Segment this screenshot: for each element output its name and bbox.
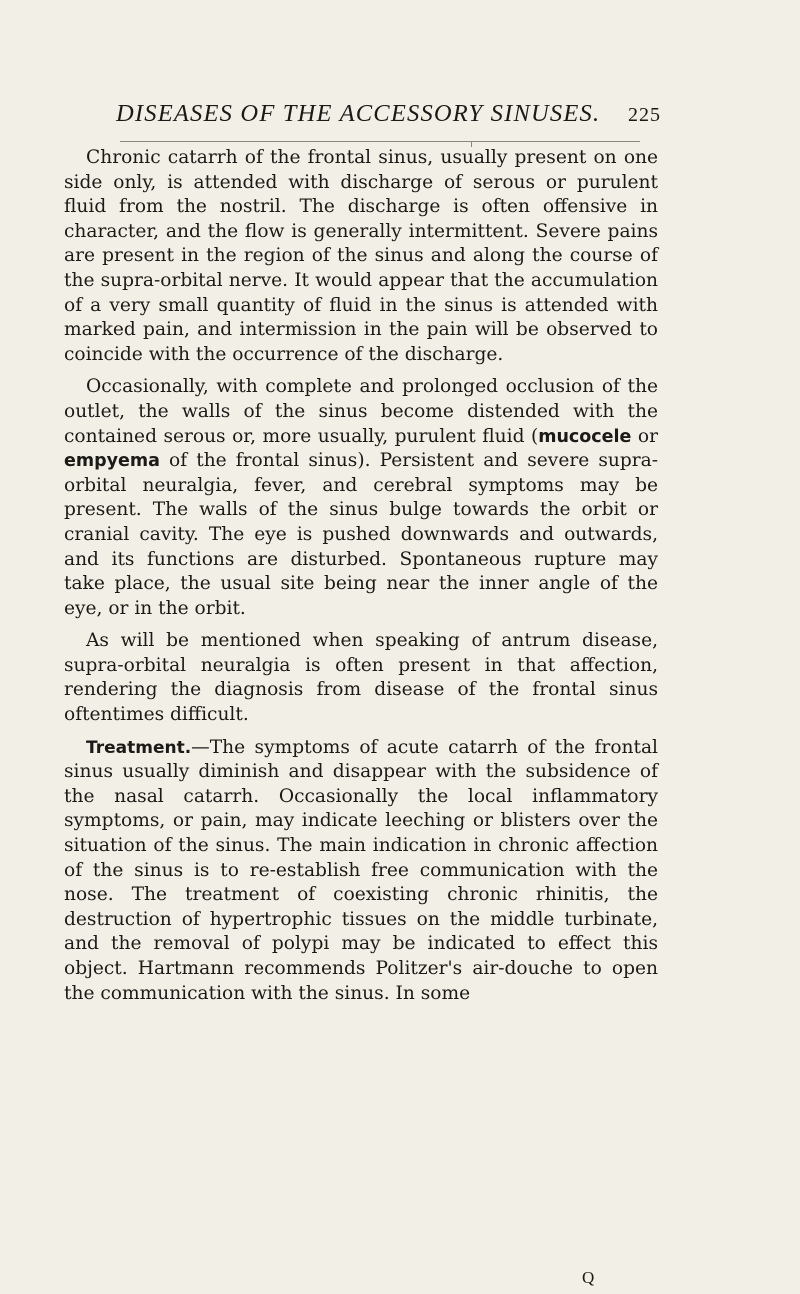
running-head: DISEASES OF THE ACCESSORY SINUSES. xyxy=(116,100,601,127)
paragraph-occlusion-text-2: of the frontal sinus). Persistent and severe supra-orbital neuralgia, fever, and cerebral symptoms may be present. The walls of the sinus bulge towards the orbit or cranial cavity. The eye is pushed downwards and outwards, and its functions are disturbed. Spontaneous rupture may take place, the usual site being near the inner angle of the eye, or in the orbit. xyxy=(64,450,658,619)
paragraph-occlusion-or: or xyxy=(631,425,658,447)
term-mucocele: mucocele xyxy=(538,426,632,447)
paragraph-treatment xyxy=(64,736,658,1007)
term-empyema: empyema xyxy=(64,451,160,472)
header-rule xyxy=(120,141,640,142)
paragraph-occlusion-text-1: Occasionally, with complete and prolonged occlusion of the outlet, the walls of the sinus become distended with the contained serous or, more usually, purulent fluid ( xyxy=(64,376,658,447)
treatment-heading: Treatment. xyxy=(86,737,192,758)
paragraph-treatment-text: —The symptoms of acute catarrh of the frontal sinus usually diminish and disappear with the subsidence of the nasal catarrh. Occasionally the local inflammatory symptoms, or pain, may indicate leeching or blisters over the situation of the sinus. The main indication in chronic affection of the sinus is to re-establish free communication with the nose. The treatment of coexisting chronic rhinitis, the destruction of hypertrophic tissues on the middle turbinate, and the removal of polypi may be indicated to effect this object. Hartmann recommends Politzer's air-douche to open the communication with the sinus. In some xyxy=(64,736,658,1004)
paragraph-chronic-catarrh: Chronic catarrh of the frontal sinus, usually present on one side only, is attended with discharge of serous or purulent fluid from the nostril. The discharge is often offensive in character, and the flow is generally intermittent. Severe pains are present in the region of the sinus and along the course of the supra-orbital nerve. It would appear that the accumulation of a very small quantity of fluid in the sinus is attended with marked pain, and intermission in the pain will be observed to coincide with the occurrence of the discharge. xyxy=(64,147,658,365)
paragraph-occlusion xyxy=(64,375,658,621)
paragraph-antrum: As will be mentioned when speaking of antrum disease, supra-orbital neuralgia is often present in that affection, rendering the diagnosis from disease of the frontal sinus oftentimes difficult. xyxy=(64,630,658,726)
signature-mark: Q xyxy=(582,1268,595,1287)
body-text xyxy=(64,146,658,1006)
page-number: 225 xyxy=(628,104,661,126)
